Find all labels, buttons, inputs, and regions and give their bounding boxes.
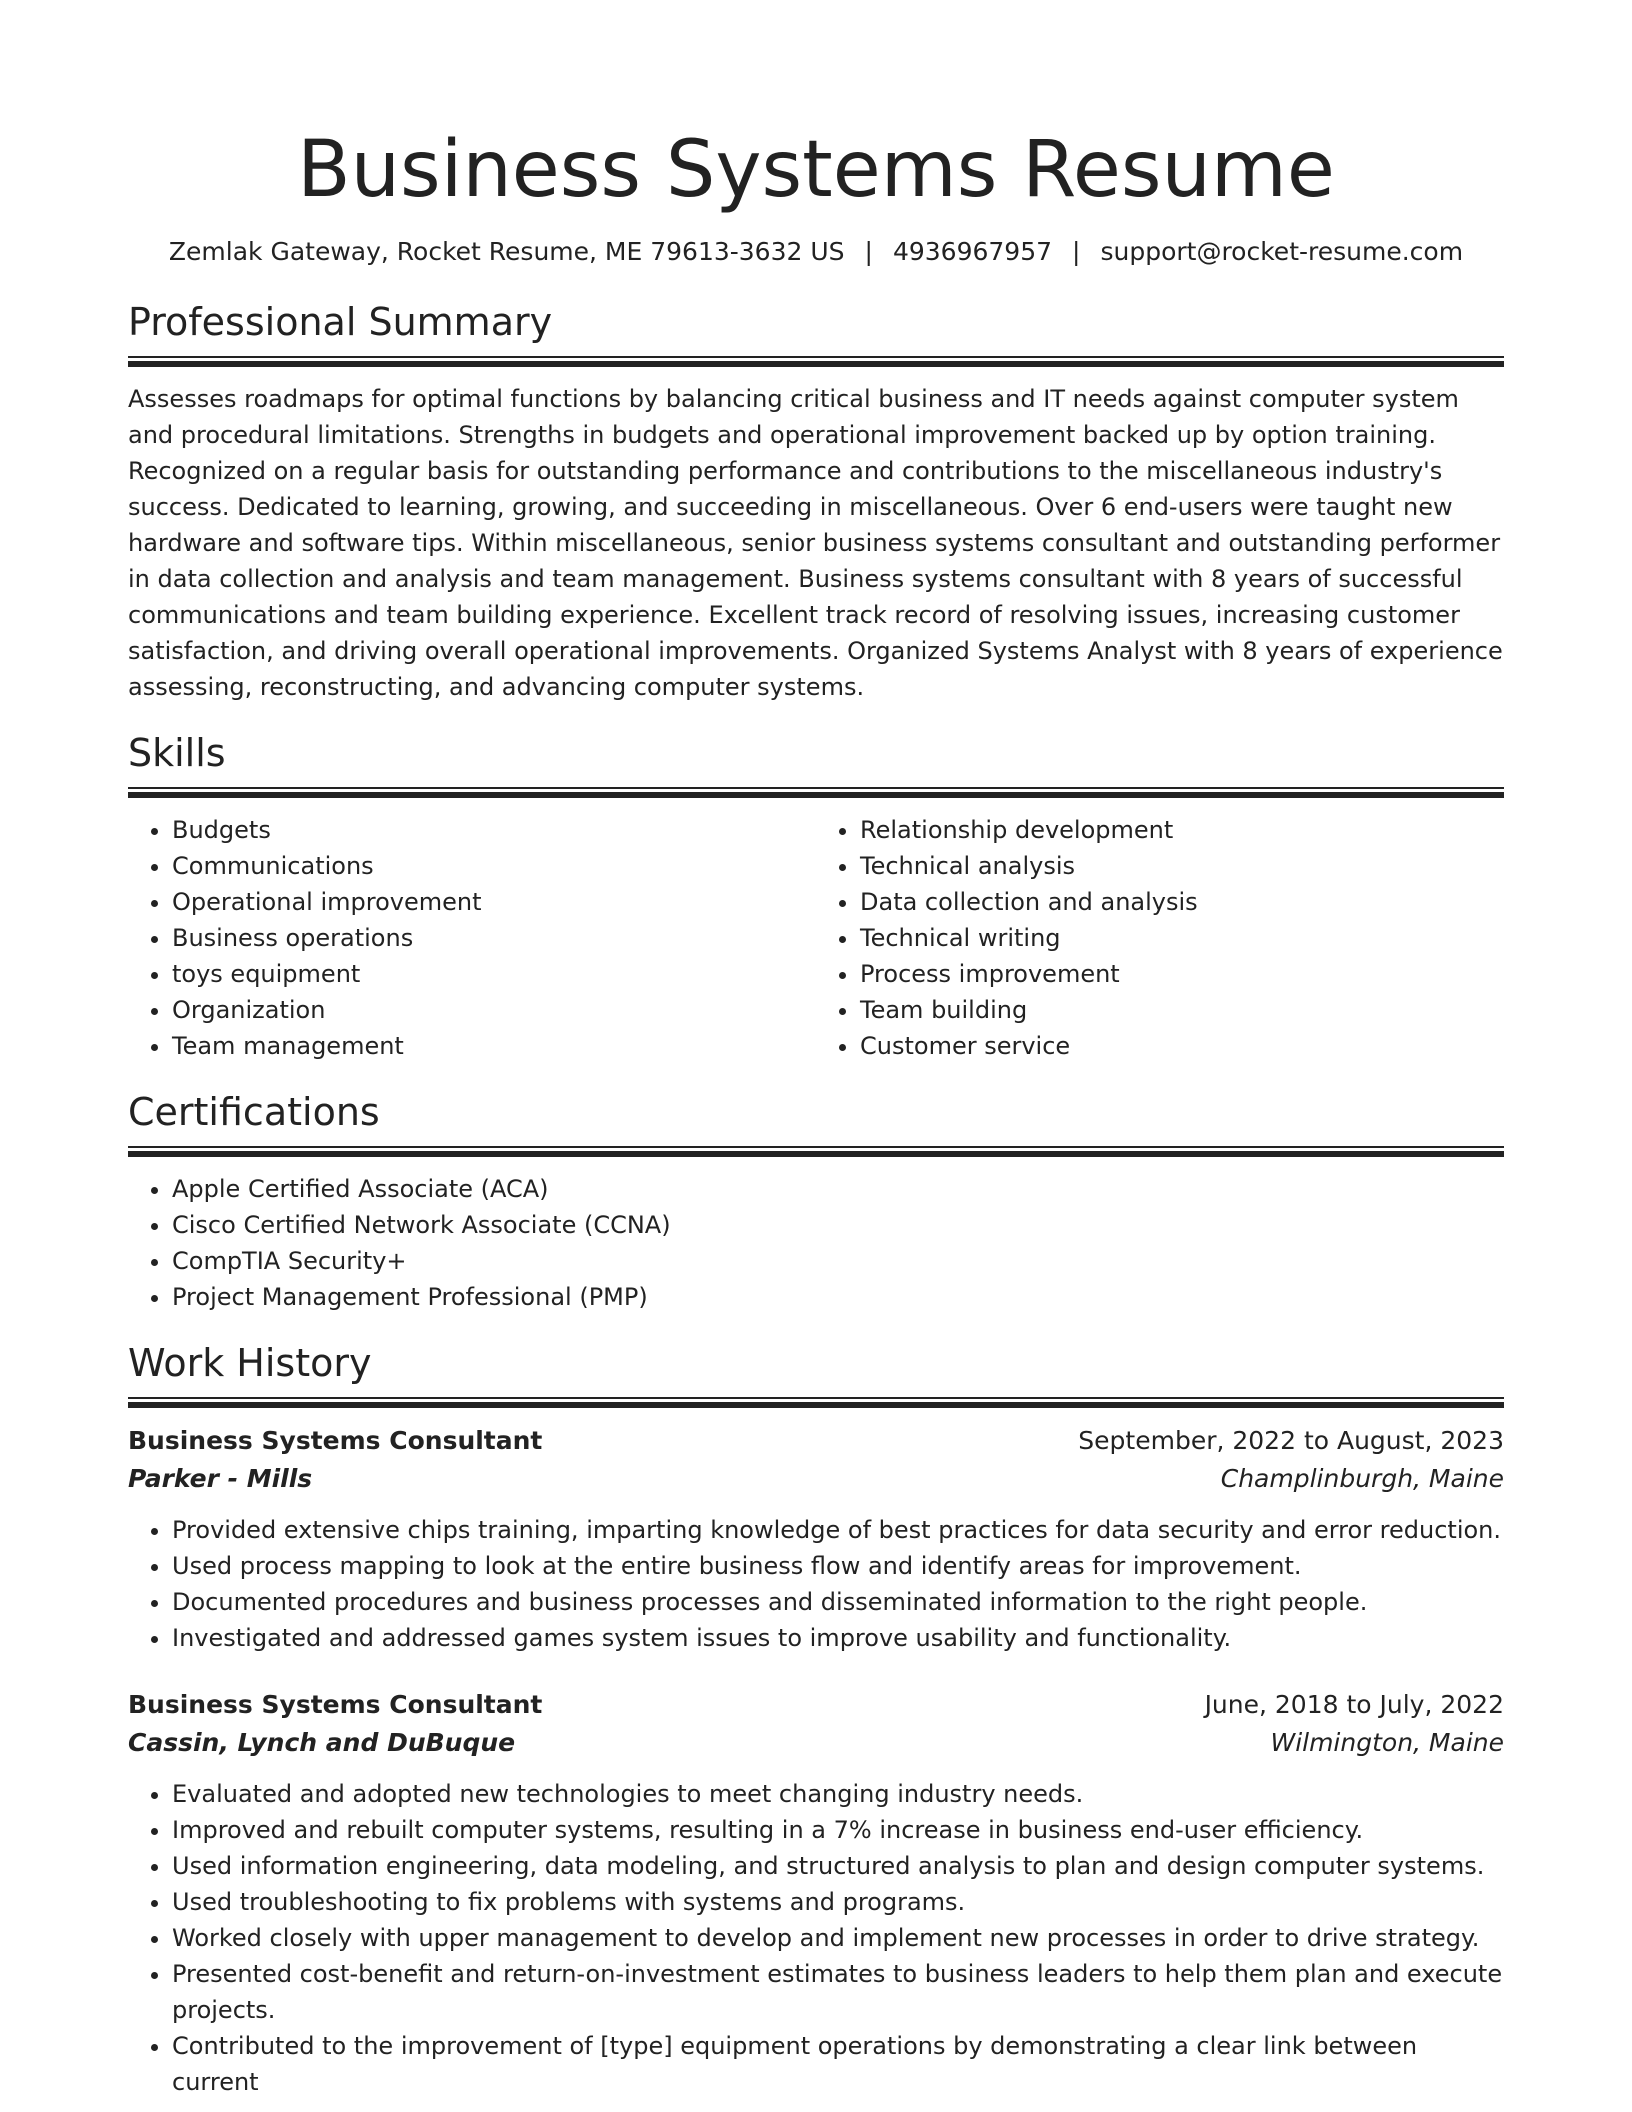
- contact-line: [128, 236, 1504, 268]
- job-header-row: [128, 1686, 1504, 1724]
- skill-item: • Customer service: [860, 1028, 1504, 1064]
- section-heading-summary: Professional Summary: [128, 300, 553, 344]
- certification-item: • Apple Certified Associate (ACA): [172, 1171, 1504, 1207]
- job-bullet: • Presented cost-benefit and return-on-investment estimates to business leaders to help them plan and execute projects.: [172, 1956, 1504, 2028]
- section-heading-certifications: Certifications: [128, 1090, 380, 1134]
- skill-item: • Technical writing: [860, 920, 1504, 956]
- skill-item: • Communications: [172, 848, 816, 884]
- skill-item: • Budgets: [172, 812, 816, 848]
- job-bullet: • Provided extensive chips training, imparting knowledge of best practices for data security and error reduction.: [172, 1512, 1504, 1548]
- job-bullet: • Documented procedures and business processes and disseminated information to the right people.: [172, 1584, 1504, 1620]
- job-bullet: • Evaluated and adopted new technologies to meet changing industry needs.: [172, 1776, 1504, 1812]
- section-divider: [128, 787, 1504, 798]
- skill-item: • Operational improvement: [172, 884, 816, 920]
- contact-separator: |: [1072, 237, 1081, 266]
- job-bullets: [128, 1512, 1504, 1656]
- skill-item: • Organization: [172, 992, 816, 1028]
- job-title: Business Systems Consultant: [128, 1690, 543, 1719]
- certification-item: • CompTIA Security+: [172, 1243, 1504, 1279]
- job-location: Wilmington, Maine: [1270, 1728, 1504, 1757]
- resume-page: [128, 0, 1504, 2100]
- job-entry: [128, 1686, 1504, 2100]
- job-dates: June, 2018 to July, 2022: [1204, 1690, 1504, 1719]
- resume-title: Business Systems Resume: [297, 125, 1335, 215]
- certifications-list: [128, 1171, 1504, 1315]
- summary-section: [128, 300, 1504, 705]
- job-company-row: [128, 1460, 1504, 1498]
- skill-item: • Business operations: [172, 920, 816, 956]
- job-header-row: [128, 1422, 1504, 1460]
- contact-email: support@rocket-resume.com: [1100, 237, 1464, 266]
- contact-phone: 4936967957: [892, 237, 1053, 266]
- job-entry: [128, 1422, 1504, 1656]
- skills-grid: [128, 812, 1504, 1064]
- skill-item: • Relationship development: [860, 812, 1504, 848]
- job-location: Champlinburgh, Maine: [1220, 1464, 1504, 1493]
- section-divider: [128, 1146, 1504, 1157]
- section-heading-work-history: Work History: [128, 1341, 372, 1385]
- certifications-section: [128, 1090, 1504, 1315]
- skills-list-left: [128, 812, 816, 1064]
- skill-item: • Data collection and analysis: [860, 884, 1504, 920]
- job-bullet: • Worked closely with upper management to develop and implement new processes in order to drive strategy.: [172, 1920, 1504, 1956]
- job-bullet: • Used information engineering, data modeling, and structured analysis to plan and design computer systems.: [172, 1848, 1504, 1884]
- job-title: Business Systems Consultant: [128, 1426, 543, 1455]
- job-bullet: • Investigated and addressed games system issues to improve usability and functionality.: [172, 1620, 1504, 1656]
- summary-text: Assesses roadmaps for optimal functions by balancing critical business and IT needs against computer system and procedural limitations. Strengths in budgets and operational improvement backed up by option training. Recognized on a regular basis for outstanding performance and contributions to the miscellaneous industry's success. Dedicated to learning, growing, and succeeding in miscellaneous. Over 6 end-users were taught new hardware and software tips. Within miscellaneous, senior business systems consultant and outstanding performer in data collection and analysis and team management. Business systems consultant with 8 years of successful communications and team building experience. Excellent track record of resolving issues, increasing customer satisfaction, and driving overall operational improvements. Organized Systems Analyst with 8 years of experience assessing, reconstructing, and advancing computer systems.: [128, 385, 1503, 701]
- certification-item: • Cisco Certified Network Associate (CCNA): [172, 1207, 1504, 1243]
- job-company: Parker - Mills: [128, 1464, 313, 1493]
- job-dates: September, 2022 to August, 2023: [1078, 1426, 1504, 1455]
- job-bullets: [128, 1776, 1504, 2100]
- job-bullet: • Used process mapping to look at the entire business flow and identify areas for improvement.: [172, 1548, 1504, 1584]
- section-heading-skills: Skills: [128, 731, 226, 775]
- section-divider: [128, 356, 1504, 367]
- job-company-row: [128, 1724, 1504, 1762]
- skill-item: • Process improvement: [860, 956, 1504, 992]
- job-bullet: • Contributed to the improvement of [type] equipment operations by demonstrating a clear link between current: [172, 2028, 1504, 2100]
- skill-item: • toys equipment: [172, 956, 816, 992]
- skills-list-right: [816, 812, 1504, 1064]
- job-company: Cassin, Lynch and DuBuque: [128, 1728, 516, 1757]
- certification-item: • Project Management Professional (PMP): [172, 1279, 1504, 1315]
- skill-item: • Team management: [172, 1028, 816, 1064]
- contact-separator: |: [864, 237, 873, 266]
- skill-item: • Technical analysis: [860, 848, 1504, 884]
- skills-section: [128, 731, 1504, 1064]
- skill-item: • Team building: [860, 992, 1504, 1028]
- section-divider: [128, 1397, 1504, 1408]
- work-history-section: [128, 1341, 1504, 2100]
- contact-address: Zemlak Gateway, Rocket Resume, ME 79613-3632 US: [168, 237, 845, 266]
- job-bullet: • Used troubleshooting to fix problems with systems and programs.: [172, 1884, 1504, 1920]
- job-bullet: • Improved and rebuilt computer systems, resulting in a 7% increase in business end-user efficiency.: [172, 1812, 1504, 1848]
